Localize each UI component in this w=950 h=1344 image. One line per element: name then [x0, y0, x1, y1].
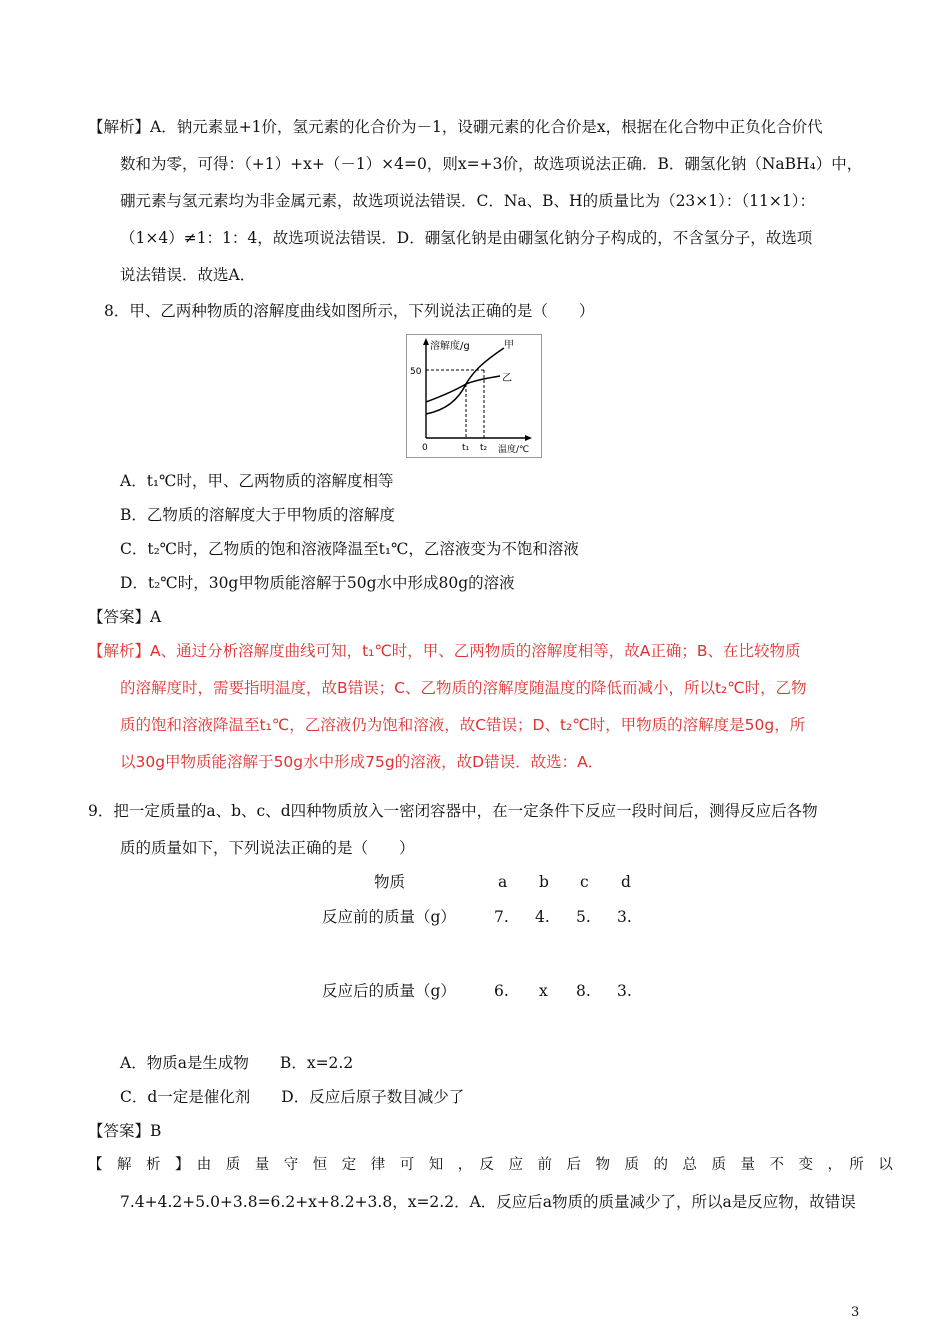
q9-answer: 【答案】B: [88, 1122, 162, 1140]
q9-options-line-1: A．物质a是生成物 B．x=2.2: [120, 1054, 354, 1072]
q8-analysis-line-3: 质的饱和溶液降温至t₁℃，乙溶液仍为饱和溶液，故C错误；D、t₂℃时，甲物质的溶解度是50g，所: [120, 716, 806, 734]
table-header-substance: 物质: [374, 873, 406, 891]
chart-frame: [407, 335, 542, 458]
prev-analysis-line-5: 说法错误．故选A．: [120, 266, 256, 284]
table-row-before-d: 3.: [617, 908, 632, 926]
y-axis-label: 溶解度/g: [430, 341, 470, 352]
prev-analysis-line-1: 【解析】A．钠元素显+1价，氢元素的化合价为－1，设硼元素的化合价是x，根据在化合物中正负化合价代: [88, 118, 823, 136]
page-number: 3: [851, 1305, 860, 1320]
table-row-before-c: 5.: [576, 908, 591, 926]
q8-analysis-line-2: 的溶解度时，需要指明温度，故B错误；C、乙物质的溶解度随温度的降低而减小，所以t₂℃时，乙物: [120, 679, 807, 697]
prev-analysis-line-2: 数和为零，可得：（+1）+x+（－1）×4=0，则x=+3价，故选项说法正确．B．硼氢化钠（NaBH₄）中，: [120, 155, 863, 173]
q9-stem-line-2: 质的质量如下，下列说法正确的是（ ）: [120, 839, 415, 857]
prev-analysis-line-3: 硼元素与氢元素均为非金属元素，故选项说法错误．C．Na、B、H的质量比为（23×1）：（11×1）：: [120, 192, 815, 210]
table-header-b: b: [539, 873, 549, 891]
table-row-after-c: 8.: [576, 982, 591, 1000]
q8-option-c: C．t₂℃时，乙物质的饱和溶液降温至t₁℃，乙溶液变为不饱和溶液: [120, 540, 579, 558]
table-row-after-b: x: [539, 982, 548, 1000]
x-tick-0: 0: [422, 443, 428, 453]
y-tick-50: 50: [410, 367, 422, 377]
q8-analysis-line-1: 【解析】A、通过分析溶解度曲线可知，t₁℃时，甲、乙两物质的溶解度相等，故A正确；B、在比较物质: [88, 642, 801, 660]
table-row-before-label: 反应前的质量（g）: [322, 908, 456, 926]
q8-option-d: D．t₂℃时，30g甲物质能溶解于50g水中形成80g的溶液: [120, 574, 515, 592]
solubility-chart: [406, 334, 542, 458]
table-row-before-a: 7.: [494, 908, 509, 926]
table-header-c: c: [580, 873, 589, 891]
q8-analysis-line-4: 以30g甲物质能溶解于50g水中形成75g的溶液，故D错误．故选：A．: [120, 753, 604, 771]
q9-analysis-line-2: 7.4+4.2+5.0+3.8=6.2+x+8.2+3.8，x=2.2．A．反应后a物质的质量减少了，所以a是反应物，故错误: [120, 1193, 856, 1211]
x-tick-t1: t₁: [462, 443, 470, 453]
table-header-d: d: [621, 873, 631, 891]
q8-stem: 8．甲、乙两种物质的溶解度曲线如图所示，下列说法正确的是（ ）: [104, 302, 595, 320]
q9-options-line-2: C．d一定是催化剂 D．反应后原子数目减少了: [120, 1088, 465, 1106]
x-tick-t2: t₂: [480, 443, 488, 453]
table-row-after-d: 3.: [617, 982, 632, 1000]
table-row-after-label: 反应后的质量（g）: [322, 982, 456, 1000]
q8-option-b: B．乙物质的溶解度大于甲物质的溶解度: [120, 506, 395, 524]
table-header-a: a: [498, 873, 508, 891]
x-axis-label: 温度/℃: [498, 445, 530, 455]
q9-analysis-line-1: 【 解 析 】 由 质 量 守 恒 定 律 可 知 ， 反 应 前 后 物 质 的 总 质 量 不 变 ， 所 以: [88, 1157, 893, 1173]
table-row-before-b: 4.: [535, 908, 550, 926]
series-jia-label: 甲: [504, 340, 514, 351]
prev-analysis-line-4: （1×4）≠1：1：4，故选项说法错误．D．硼氢化钠是由硼氢化钠分子构成的，不含氢分子，故选项: [120, 229, 813, 247]
series-yi-label: 乙: [502, 373, 512, 384]
q9-stem-line-1: 9．把一定质量的a、b、c、d四种物质放入一密闭容器中，在一定条件下反应一段时间后，测得反应后各物: [88, 802, 818, 820]
table-row-after-a: 6.: [494, 982, 509, 1000]
q8-option-a: A．t₁℃时，甲、乙两物质的溶解度相等: [120, 472, 394, 490]
q8-answer: 【答案】A: [88, 608, 162, 626]
